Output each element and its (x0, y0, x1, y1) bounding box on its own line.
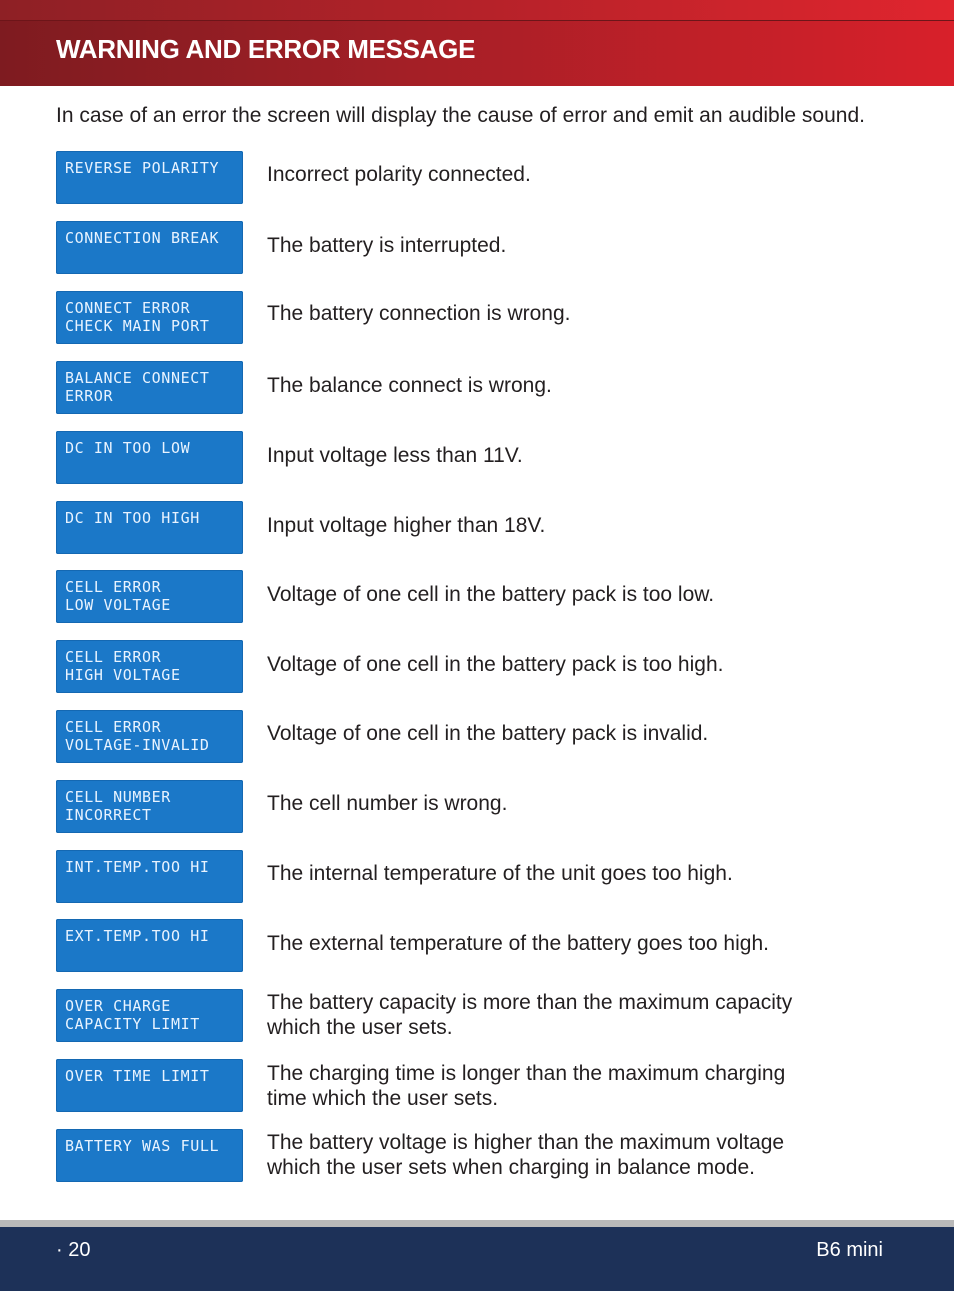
error-row (56, 1059, 926, 1113)
error-row (56, 780, 926, 834)
lcd-line: CELL NUMBER (65, 788, 171, 806)
lcd-line: CAPACITY LIMIT (65, 1015, 200, 1033)
error-row (56, 640, 926, 694)
lcd-display (56, 570, 243, 623)
model-name: B6 mini (816, 1239, 883, 1261)
error-row (56, 361, 926, 415)
lcd-line: BALANCE CONNECT (65, 369, 210, 387)
description-line: The battery is interrupted. (267, 234, 507, 257)
error-description (267, 513, 545, 538)
lcd-line: DC IN TOO HIGH (65, 509, 200, 527)
description-line: which the user sets. (267, 1016, 453, 1039)
lcd-line: OVER TIME LIMIT (65, 1067, 210, 1085)
footer-divider (0, 1220, 954, 1227)
lcd-display (56, 501, 243, 554)
lcd-display (56, 780, 243, 833)
description-line: which the user sets when charging in balance mode. (267, 1156, 755, 1179)
description-line: time which the user sets. (267, 1087, 499, 1110)
error-description (267, 931, 769, 956)
lcd-line: BATTERY WAS FULL (65, 1137, 220, 1155)
description-line: Input voltage higher than 18V. (267, 514, 546, 537)
description-line: Voltage of one cell in the battery pack is too low. (267, 583, 715, 606)
description-line: Voltage of one cell in the battery pack is too high. (267, 653, 724, 676)
description-line: The battery capacity is more than the maximum capacity (267, 991, 793, 1014)
error-description (267, 582, 714, 607)
lcd-display (56, 361, 243, 414)
error-description (267, 443, 523, 468)
lcd-display (56, 1059, 243, 1112)
description-line: The charging time is longer than the maximum charging (267, 1062, 786, 1085)
lcd-line: CONNECTION BREAK (65, 229, 220, 247)
error-row (56, 710, 926, 764)
error-row (56, 989, 926, 1043)
lcd-line: CELL ERROR (65, 718, 162, 736)
lcd-display (56, 151, 243, 204)
description-line: Voltage of one cell in the battery pack is invalid. (267, 722, 709, 745)
error-row (56, 850, 926, 904)
error-row (56, 919, 926, 973)
description-line: The balance connect is wrong. (267, 374, 552, 397)
lcd-line: VOLTAGE-INVALID (65, 736, 210, 754)
error-description (267, 373, 552, 398)
error-row (56, 221, 926, 275)
lcd-line: EXT.TEMP.TOO HI (65, 927, 210, 945)
error-row (56, 501, 926, 555)
error-description (267, 990, 792, 1040)
lcd-display (56, 1129, 243, 1182)
error-description (267, 791, 507, 816)
description-line: The internal temperature of the unit goes too high. (267, 862, 733, 885)
error-description (267, 301, 571, 326)
lcd-line: INT.TEMP.TOO HI (65, 858, 210, 876)
lcd-display (56, 291, 243, 344)
error-description (267, 861, 733, 886)
error-row (56, 291, 926, 345)
error-row (56, 1129, 926, 1183)
page-header (0, 0, 954, 86)
description-line: The external temperature of the battery goes too high. (267, 932, 769, 955)
error-row (56, 570, 926, 624)
lcd-line: HIGH VOLTAGE (65, 666, 181, 684)
lcd-line: CHECK MAIN PORT (65, 317, 210, 335)
description-line: Input voltage less than 11V. (267, 444, 523, 467)
intro-text: In case of an error the screen will display the cause of error and emit an audible sound. (56, 104, 865, 127)
description-line: The battery connection is wrong. (267, 302, 571, 325)
error-row (56, 431, 926, 485)
lcd-display (56, 989, 243, 1042)
lcd-line: REVERSE POLARITY (65, 159, 220, 177)
lcd-display (56, 640, 243, 693)
lcd-line: CONNECT ERROR (65, 299, 191, 317)
description-line: The cell number is wrong. (267, 792, 508, 815)
lcd-line: OVER CHARGE (65, 997, 171, 1015)
lcd-display (56, 431, 243, 484)
description-line: Incorrect polarity connected. (267, 163, 531, 186)
lcd-display (56, 850, 243, 903)
lcd-line: ERROR (65, 387, 114, 405)
error-description (267, 1061, 785, 1111)
lcd-line: CELL ERROR (65, 578, 162, 596)
error-description (267, 233, 506, 258)
error-row (56, 151, 926, 205)
lcd-display (56, 919, 243, 972)
page-footer (0, 1227, 954, 1291)
lcd-display (56, 221, 243, 274)
error-description (267, 1130, 784, 1180)
error-description (267, 162, 531, 187)
description-line: The battery voltage is higher than the maximum voltage (267, 1131, 785, 1154)
lcd-line: LOW VOLTAGE (65, 596, 171, 614)
page-title: WARNING AND ERROR MESSAGE (56, 34, 476, 64)
error-description (267, 652, 723, 677)
lcd-line: DC IN TOO LOW (65, 439, 191, 457)
lcd-display (56, 710, 243, 763)
lcd-line: INCORRECT (65, 806, 152, 824)
lcd-line: CELL ERROR (65, 648, 162, 666)
page-number: · 20 (56, 1239, 91, 1261)
error-description (267, 721, 708, 746)
